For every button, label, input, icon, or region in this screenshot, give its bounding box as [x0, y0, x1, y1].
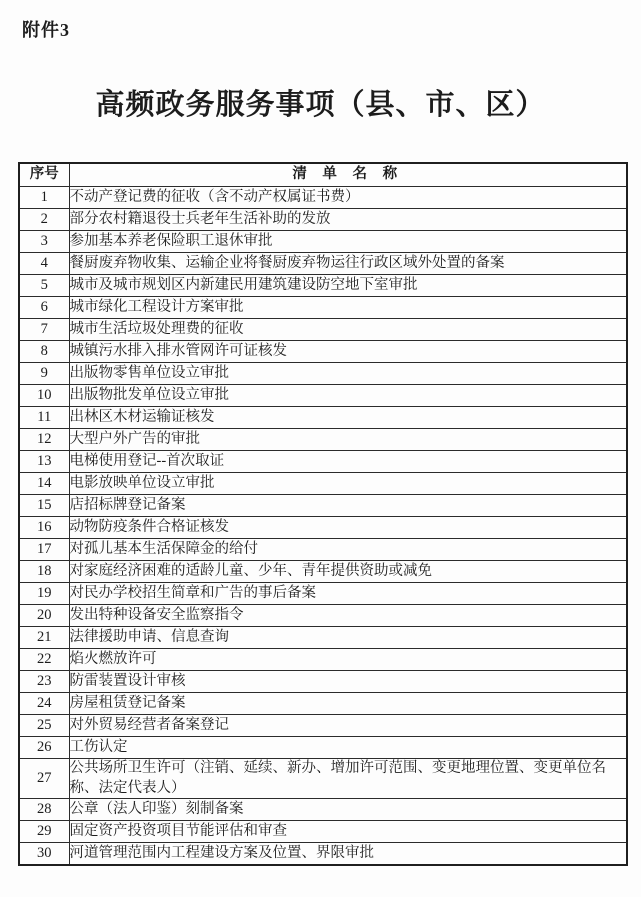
table-row: [19, 429, 627, 451]
serial-number-cell: 26: [19, 737, 69, 759]
item-name-cell: 城市绿化工程设计方案审批: [69, 297, 627, 319]
item-name-cell: 河道管理范围内工程建设方案及位置、界限审批: [69, 843, 627, 866]
item-name-cell: 店招标牌登记备案: [69, 495, 627, 517]
table-row: [19, 495, 627, 517]
table-row: [19, 605, 627, 627]
table-row: [19, 407, 627, 429]
serial-number-cell: 30: [19, 843, 69, 866]
serial-number-cell: 11: [19, 407, 69, 429]
table-row: [19, 737, 627, 759]
table-row: [19, 539, 627, 561]
serial-number-cell: 23: [19, 671, 69, 693]
table-row: [19, 799, 627, 821]
serial-number-cell: 25: [19, 715, 69, 737]
item-name-cell: 固定资产投资项目节能评估和审查: [69, 821, 627, 843]
table-row: [19, 363, 627, 385]
item-name-cell: 大型户外广告的审批: [69, 429, 627, 451]
item-name-cell: 餐厨废弃物收集、运输企业将餐厨废弃物运往行政区域外处置的备案: [69, 253, 627, 275]
serial-number-cell: 3: [19, 231, 69, 253]
serial-number-cell: 15: [19, 495, 69, 517]
serial-number-cell: 27: [19, 759, 69, 799]
item-name-cell: 电梯使用登记--首次取证: [69, 451, 627, 473]
item-name-cell: 房屋租赁登记备案: [69, 693, 627, 715]
table-row: [19, 473, 627, 495]
serial-number-cell: 16: [19, 517, 69, 539]
serial-number-cell: 12: [19, 429, 69, 451]
serial-number-cell: 9: [19, 363, 69, 385]
table-row: [19, 693, 627, 715]
item-name-cell: 对民办学校招生简章和广告的事后备案: [69, 583, 627, 605]
item-name-cell: 动物防疫条件合格证核发: [69, 517, 627, 539]
serial-number-cell: 14: [19, 473, 69, 495]
serial-number-cell: 1: [19, 187, 69, 209]
table-row: [19, 715, 627, 737]
table-row: [19, 275, 627, 297]
table-row: [19, 759, 627, 799]
table-row: [19, 561, 627, 583]
item-name-cell: 公章（法人印鉴）刻制备案: [69, 799, 627, 821]
item-name-cell: 防雷装置设计审核: [69, 671, 627, 693]
table-row: [19, 649, 627, 671]
column-header-item-name: 清 单 名 称: [69, 163, 627, 187]
item-name-cell: 法律援助申请、信息查询: [69, 627, 627, 649]
item-name-cell: 电影放映单位设立审批: [69, 473, 627, 495]
table-row: [19, 231, 627, 253]
table-row: [19, 297, 627, 319]
item-name-cell: 不动产登记费的征收（含不动产权属证书费）: [69, 187, 627, 209]
table-row: [19, 451, 627, 473]
item-name-cell: 参加基本养老保险职工退休审批: [69, 231, 627, 253]
serial-number-cell: 2: [19, 209, 69, 231]
table-header-row: [19, 163, 627, 187]
table-row: [19, 253, 627, 275]
serial-number-cell: 7: [19, 319, 69, 341]
table-row: [19, 319, 627, 341]
table-row: [19, 843, 627, 866]
serial-number-cell: 28: [19, 799, 69, 821]
serial-number-cell: 29: [19, 821, 69, 843]
table-body: [19, 187, 627, 866]
page-title: 高频政务服务事项（县、市、区）: [95, 89, 546, 121]
table-row: [19, 187, 627, 209]
serial-number-cell: 4: [19, 253, 69, 275]
item-name-cell: 城市及城市规划区内新建民用建筑建设防空地下室审批: [69, 275, 627, 297]
table-row: [19, 671, 627, 693]
serial-number-cell: 10: [19, 385, 69, 407]
attachment-label: 附件3: [22, 20, 70, 40]
item-name-cell: 公共场所卫生许可（注销、延续、新办、增加许可范围、变更地理位置、变更单位名称、法定代表人）: [69, 759, 627, 799]
column-header-serial-number: 序号: [19, 163, 69, 187]
serial-number-cell: 19: [19, 583, 69, 605]
serial-number-cell: 13: [19, 451, 69, 473]
serial-number-cell: 17: [19, 539, 69, 561]
table-row: [19, 385, 627, 407]
serial-number-cell: 20: [19, 605, 69, 627]
table-row: [19, 209, 627, 231]
item-name-cell: 城镇污水排入排水管网许可证核发: [69, 341, 627, 363]
item-name-cell: 城市生活垃圾处理费的征收: [69, 319, 627, 341]
table-row: [19, 583, 627, 605]
table-row: [19, 517, 627, 539]
table-row: [19, 341, 627, 363]
serial-number-cell: 24: [19, 693, 69, 715]
serial-number-cell: 22: [19, 649, 69, 671]
serial-number-cell: 5: [19, 275, 69, 297]
item-name-cell: 对家庭经济困难的适龄儿童、少年、青年提供资助或减免: [69, 561, 627, 583]
serial-number-cell: 8: [19, 341, 69, 363]
table-row: [19, 627, 627, 649]
serial-number-cell: 18: [19, 561, 69, 583]
item-name-cell: 出版物批发单位设立审批: [69, 385, 627, 407]
item-name-cell: 出版物零售单位设立审批: [69, 363, 627, 385]
serial-number-cell: 21: [19, 627, 69, 649]
item-name-cell: 发出特种设备安全监察指令: [69, 605, 627, 627]
item-name-cell: 工伤认定: [69, 737, 627, 759]
item-name-cell: 对孤儿基本生活保障金的给付: [69, 539, 627, 561]
table-row: [19, 821, 627, 843]
serial-number-cell: 6: [19, 297, 69, 319]
service-items-table: [18, 162, 628, 866]
item-name-cell: 出林区木材运输证核发: [69, 407, 627, 429]
item-name-cell: 焰火燃放许可: [69, 649, 627, 671]
item-name-cell: 对外贸易经营者备案登记: [69, 715, 627, 737]
item-name-cell: 部分农村籍退役士兵老年生活补助的发放: [69, 209, 627, 231]
